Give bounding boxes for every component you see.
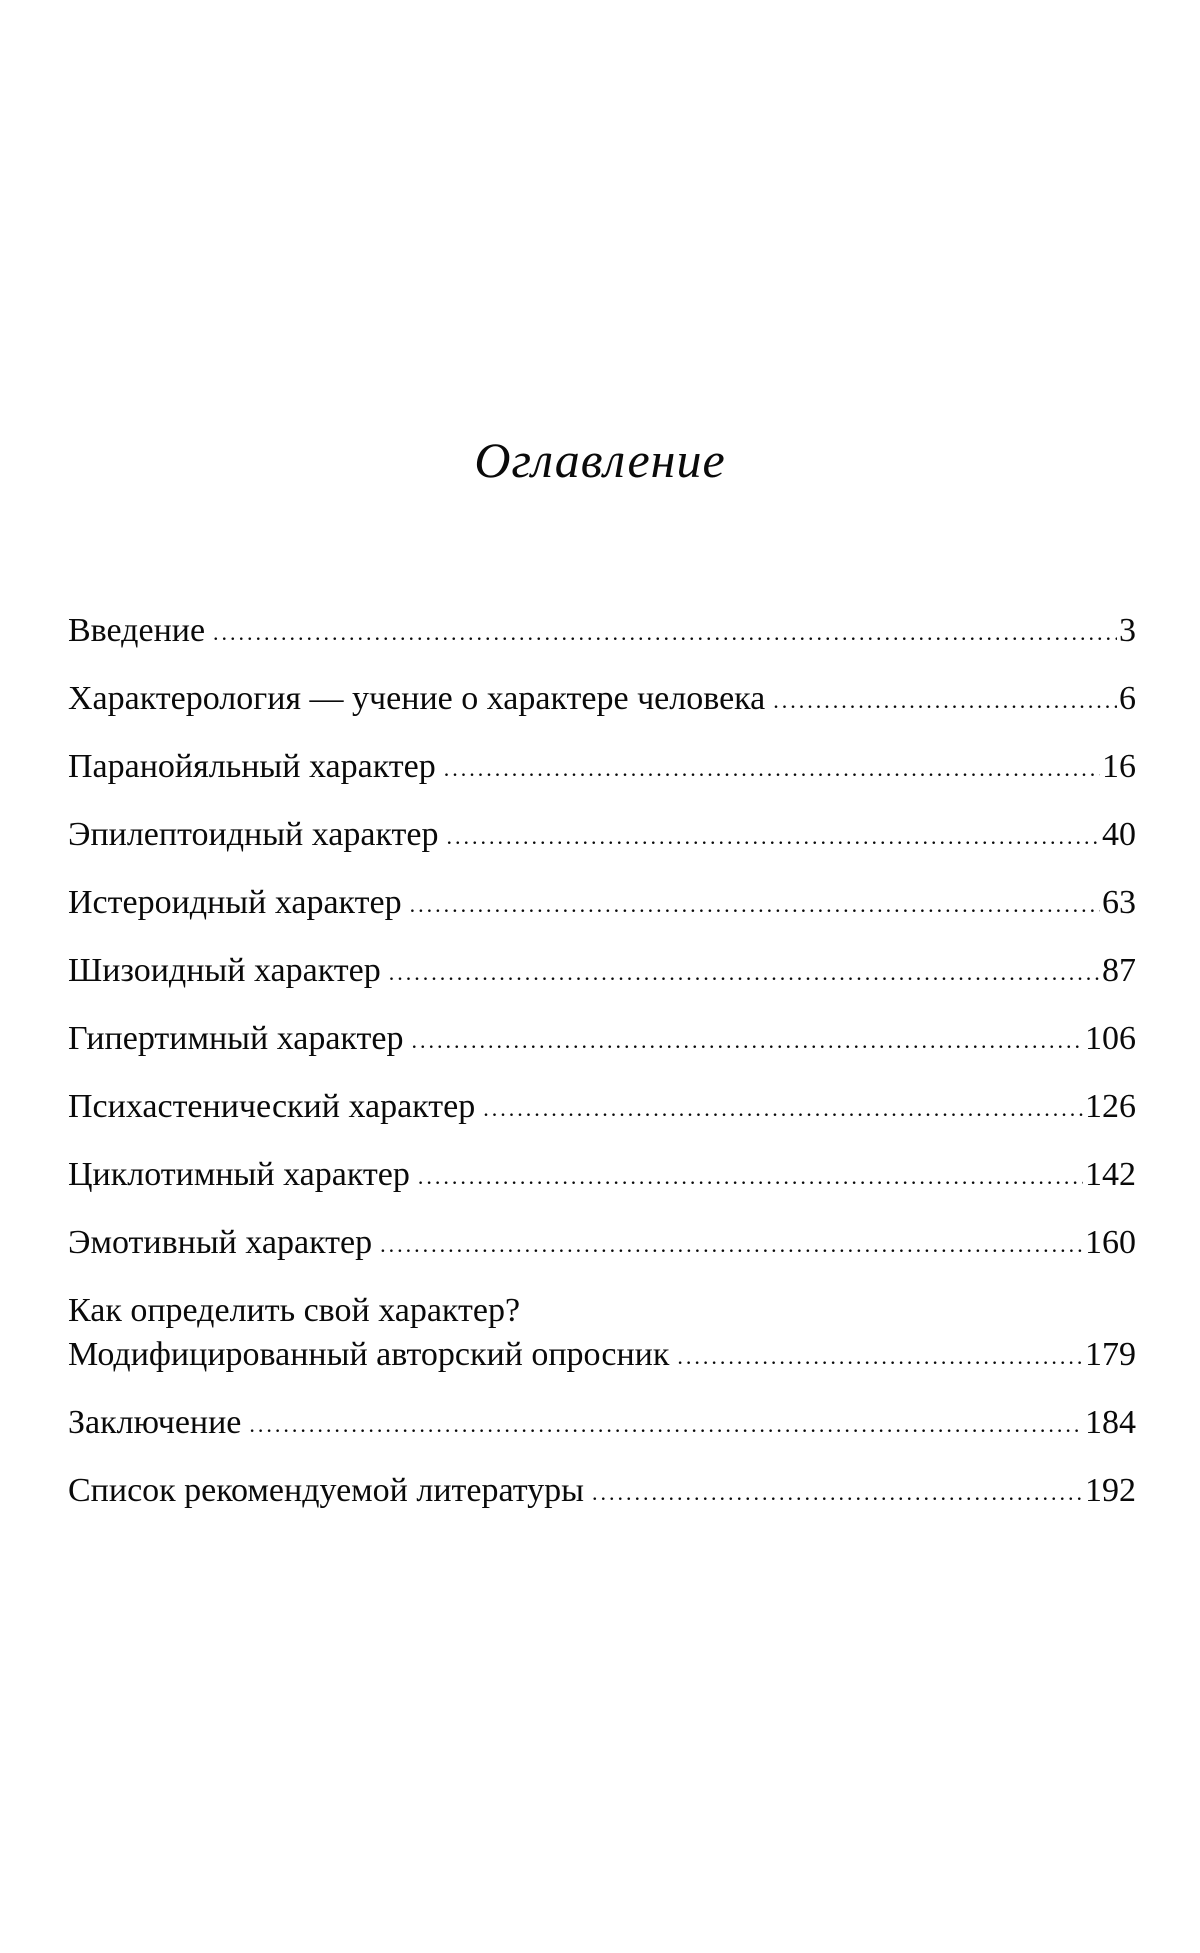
toc-entry-page: 16 (1102, 748, 1136, 785)
dot-leader (213, 622, 1117, 644)
toc-entry-page: 192 (1085, 1472, 1136, 1509)
toc-entry (68, 1472, 1136, 1510)
toc-entry-title: Паранойяльный характер (68, 748, 436, 785)
toc-entry-page: 63 (1102, 884, 1136, 921)
dot-leader (677, 1346, 1083, 1368)
toc-entry-page: 179 (1085, 1336, 1136, 1373)
toc-entry-title: Эмотивный характер (68, 1224, 373, 1261)
dot-leader (411, 1030, 1083, 1052)
toc-entry (68, 952, 1136, 990)
dot-leader (444, 758, 1100, 780)
toc-entry-title: Гипертимный характер (68, 1020, 404, 1057)
toc-entry-title: Список рекомендуемой литературы (68, 1472, 584, 1509)
toc-entry-page: 6 (1119, 680, 1136, 717)
dot-leader (418, 1166, 1083, 1188)
toc-entry (68, 1020, 1136, 1058)
dot-leader (410, 894, 1100, 916)
toc-entry (68, 884, 1136, 922)
dot-leader (389, 962, 1100, 984)
toc-entry (68, 1224, 1136, 1262)
toc-entry (68, 748, 1136, 786)
toc-entry (68, 816, 1136, 854)
toc-entry (68, 1156, 1136, 1194)
toc-entry-page: 106 (1085, 1020, 1136, 1057)
toc-entry-title: Психастенический характер (68, 1088, 476, 1125)
toc-entry-title: Истероидный характер (68, 884, 402, 921)
toc-entry (68, 680, 1136, 718)
dot-leader (483, 1098, 1083, 1120)
toc-entry-page: 40 (1102, 816, 1136, 853)
toc-entry (68, 1088, 1136, 1126)
toc-entry-title-line1: Как определить свой характер? (68, 1292, 521, 1329)
toc-entry-title-line2: Модифицированный авторский опросник (68, 1336, 670, 1373)
toc-entry-page: 184 (1085, 1404, 1136, 1441)
dot-leader (592, 1482, 1083, 1504)
toc-entry-page: 3 (1119, 612, 1136, 649)
toc-entry-title: Заключение (68, 1404, 242, 1441)
table-of-contents (68, 612, 1136, 1540)
dot-leader (380, 1234, 1083, 1256)
page-title: Оглавление (474, 432, 726, 488)
toc-entry (68, 1404, 1136, 1442)
toc-entry (68, 1292, 1136, 1374)
toc-entry-line2 (68, 1336, 1136, 1374)
dot-leader (249, 1414, 1083, 1436)
toc-entry-title: Эпилептоидный характер (68, 816, 439, 853)
toc-entry-title: Шизоидный характер (68, 952, 381, 989)
toc-entry-page: 126 (1085, 1088, 1136, 1125)
toc-entry-title: Циклотимный характер (68, 1156, 410, 1193)
toc-entry-title: Характерология — учение о характере человека (68, 680, 766, 717)
toc-entry-page: 87 (1102, 952, 1136, 989)
toc-entry-page: 142 (1085, 1156, 1136, 1193)
toc-entry-page: 160 (1085, 1224, 1136, 1261)
dot-leader (773, 690, 1117, 712)
dot-leader (446, 826, 1100, 848)
toc-entry (68, 612, 1136, 650)
toc-entry-title: Введение (68, 612, 206, 649)
